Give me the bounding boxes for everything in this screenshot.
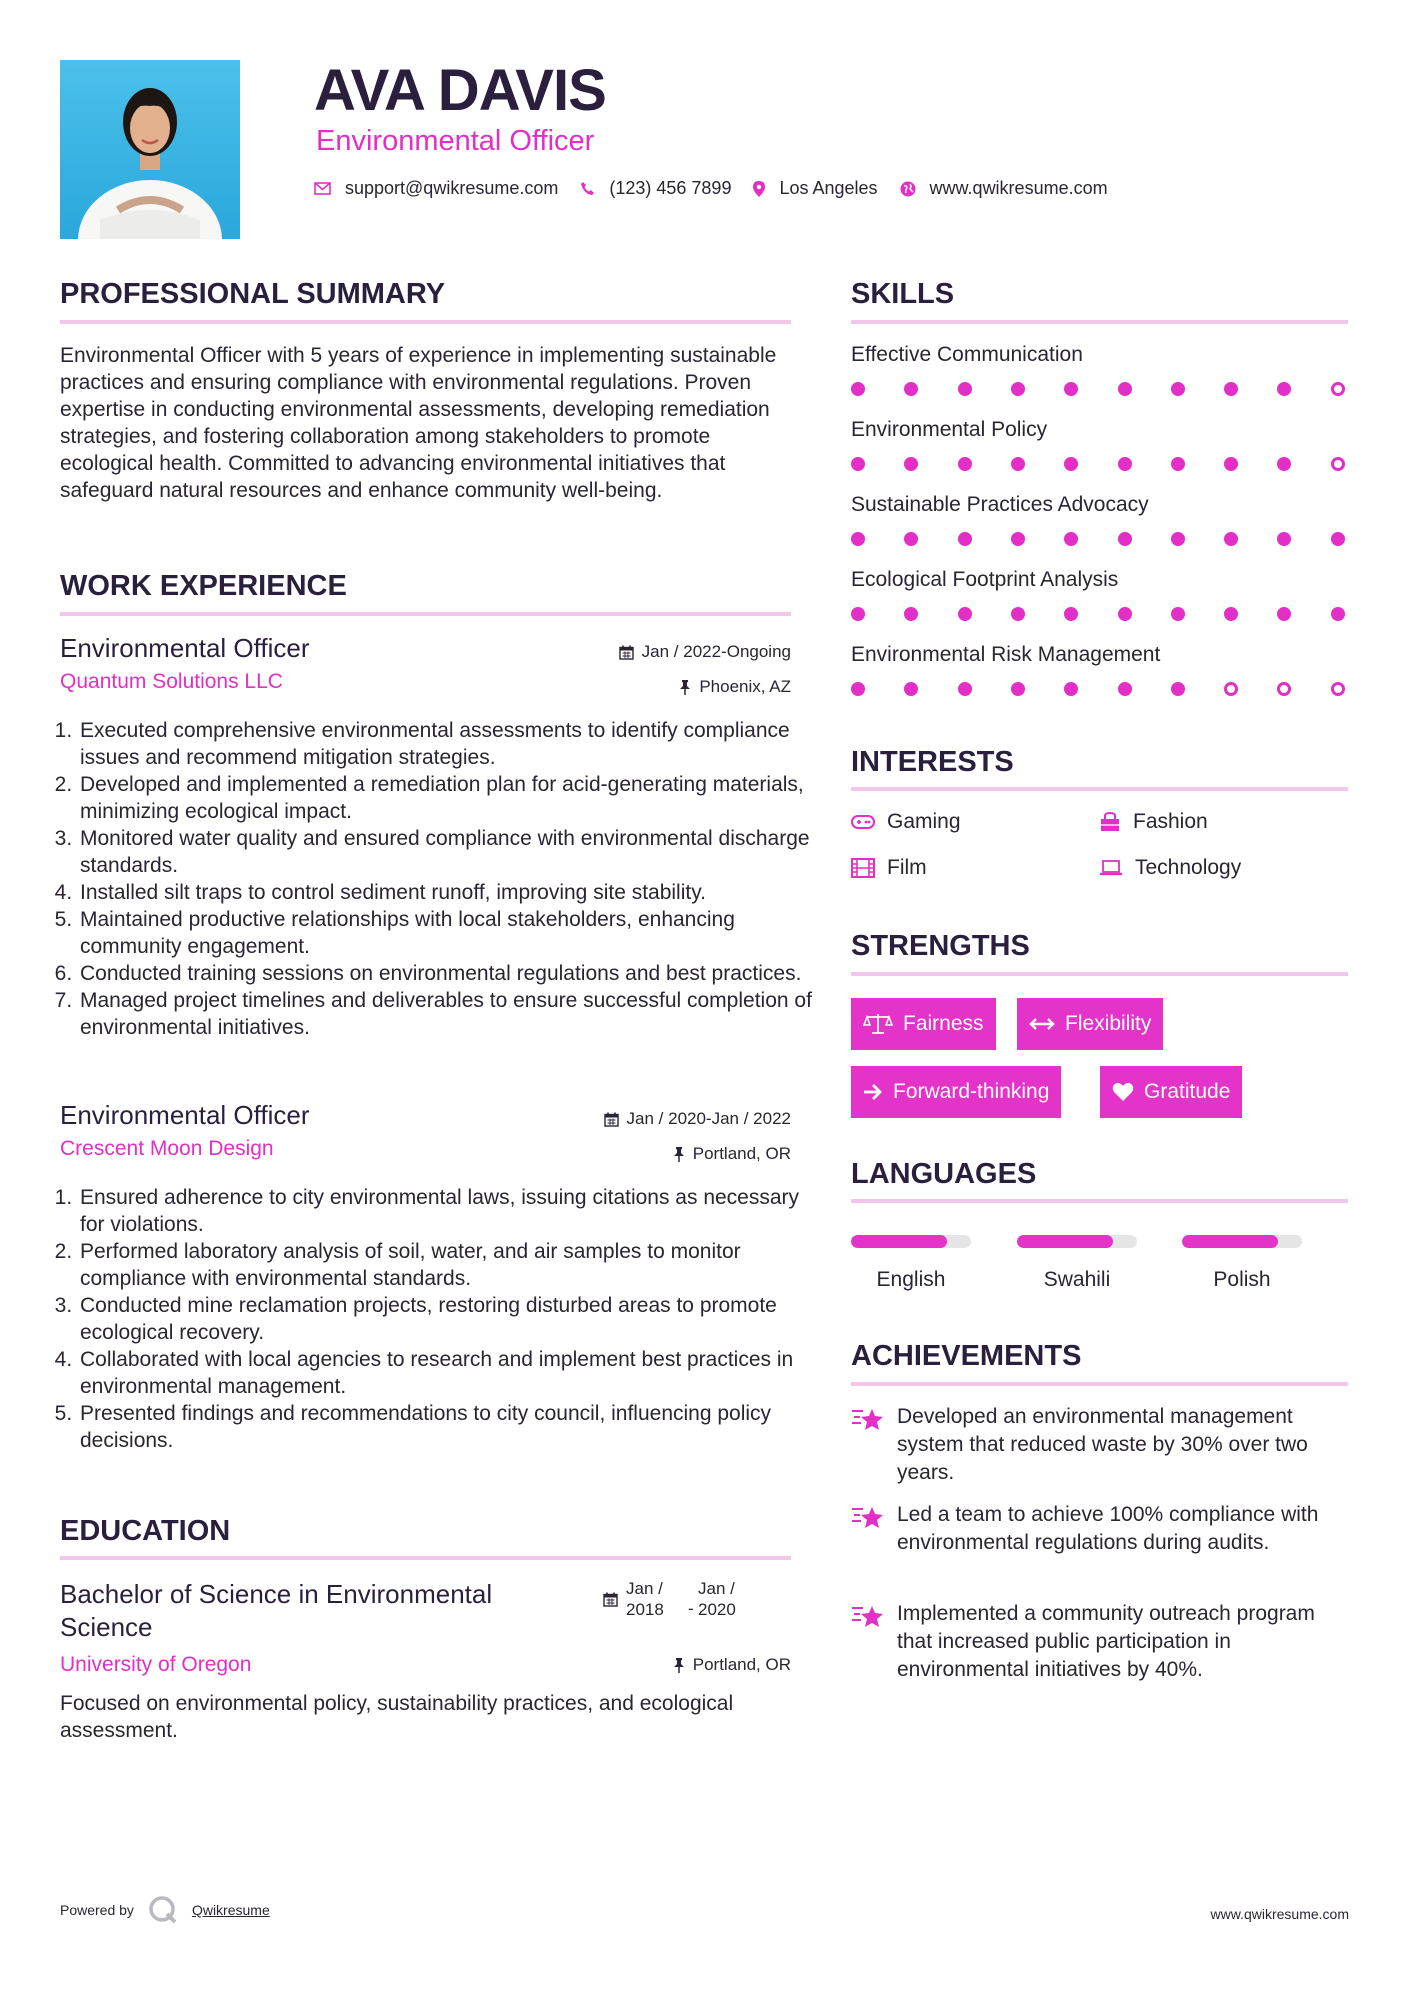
rating-dot-filled (851, 457, 865, 471)
duty-item: 3. Conducted mine reclamation projects, restoring disturbed areas to promote ecological recovery. (78, 1292, 818, 1346)
phone-icon (580, 181, 595, 196)
strength-tag-gratitude (1100, 1066, 1242, 1118)
strength-tag-forward-thinking (851, 1066, 1061, 1118)
rating-dot-filled (851, 682, 865, 696)
job-location-text: Portland, OR (692, 1144, 791, 1163)
job-duties-1 (60, 717, 818, 1041)
contact-bar (314, 178, 1130, 199)
heart-icon (1112, 1082, 1134, 1102)
email-text: support@qwikresume.com (345, 178, 559, 198)
rating-dot-filled (904, 382, 918, 396)
job-company: Quantum Solutions LLC (60, 670, 283, 693)
interest-item (851, 810, 961, 834)
map-pin-icon (753, 181, 765, 197)
skill-label: Environmental Risk Management (851, 643, 1161, 666)
duty-item: 2. Developed and implemented a remediation plan for acid-generating materials, minimizing ecological impact. (78, 771, 818, 825)
rating-dot-filled (1171, 382, 1185, 396)
experience-heading: WORK EXPERIENCE (60, 570, 347, 602)
education-divider (60, 1556, 791, 1560)
language-label: Swahili (1043, 1268, 1111, 1291)
interest-label: Gaming (887, 810, 961, 833)
rating-dot-filled (1118, 382, 1132, 396)
rating-dot-filled (1224, 382, 1238, 396)
calendar-icon (604, 1112, 619, 1127)
school-name: University of Oregon (60, 1653, 252, 1676)
rating-dot-filled (1118, 607, 1132, 621)
languages-divider (851, 1199, 1348, 1203)
language-label: Polish (1213, 1268, 1271, 1291)
job-duties-2 (60, 1184, 818, 1454)
rating-dot-filled (1011, 682, 1025, 696)
education-location (673, 1655, 791, 1675)
rating-dot-filled (1011, 532, 1025, 546)
job-entry-2 (60, 1099, 791, 1162)
film-icon (851, 858, 875, 878)
rating-dot-empty (1277, 682, 1291, 696)
rating-dot-filled (1171, 457, 1185, 471)
rating-dot-filled (1277, 532, 1291, 546)
qwikresume-logo-icon (148, 1895, 178, 1925)
qwikresume-link[interactable]: Qwikresume (191, 1902, 270, 1918)
rating-dot-empty (1331, 382, 1345, 396)
skill-rating (851, 457, 1348, 477)
rating-dot-filled (1331, 607, 1345, 621)
footer-branding (60, 1895, 270, 1925)
skill-rating (851, 682, 1348, 702)
achievement-text: Implemented a community outreach program that increased public participation in environmental initiatives by 40%. (897, 1602, 1315, 1681)
skill-label: Ecological Footprint Analysis (851, 568, 1119, 591)
interest-label: Film (887, 856, 927, 879)
achievement-text: Developed an environmental management system that reduced waste by 30% over two years. (897, 1405, 1308, 1484)
shooting-star-icon (851, 1405, 885, 1433)
rating-dot-filled (1224, 532, 1238, 546)
pushpin-icon (673, 1147, 685, 1162)
contact-phone[interactable] (580, 178, 731, 199)
rating-dot-filled (958, 682, 972, 696)
interest-item (1099, 810, 1208, 834)
powered-by-text: Powered by (60, 1902, 134, 1918)
strength-label: Forward-thinking (893, 1080, 1050, 1103)
language-item (1017, 1235, 1137, 1292)
laptop-icon (1099, 859, 1123, 877)
strength-label: Fairness (903, 1012, 984, 1035)
interest-item (851, 856, 927, 880)
skill-label: Sustainable Practices Advocacy (851, 493, 1149, 516)
strengths-divider (851, 972, 1348, 976)
strength-tag-flexibility (1017, 998, 1163, 1050)
location-text: Los Angeles (779, 178, 878, 198)
rating-dot-filled (904, 607, 918, 621)
strengths-heading: STRENGTHS (851, 930, 1030, 962)
rating-dot-empty (1224, 682, 1238, 696)
languages-heading: LANGUAGES (851, 1158, 1037, 1190)
language-level-fill (1017, 1235, 1113, 1248)
rating-dot-filled (1064, 457, 1078, 471)
contact-website[interactable] (900, 178, 1108, 199)
summary-text: Environmental Officer with 5 years of experience in implementing sustainable practices and ensuring compliance with environmental regulations. Proven expertise in conducting environmental assessments, developing remediation strategies, and fostering collaboration among stakeholders to promote ecological health. Committed to advancing environmental initiatives that safeguard natural resources and enhance community well-being. (60, 344, 777, 502)
skill-label: Effective Communication (851, 343, 1083, 366)
shopping-bag-icon (1099, 812, 1121, 832)
rating-dot-filled (851, 382, 865, 396)
skills-divider (851, 320, 1348, 324)
skill-rating (851, 532, 1348, 552)
language-item (851, 1235, 971, 1292)
language-level-bar (1182, 1235, 1302, 1248)
job-location (673, 1144, 791, 1164)
calendar-icon (603, 1592, 618, 1607)
duty-item: 7. Managed project timelines and deliverables to ensure successful completion of environmental initiatives. (78, 987, 818, 1041)
rating-dot-filled (904, 457, 918, 471)
duty-item: 5. Maintained productive relationships with local stakeholders, enhancing community engagement. (78, 906, 818, 960)
shooting-star-icon (851, 1503, 885, 1531)
rating-dot-filled (1331, 532, 1345, 546)
job-dates-text: Jan / 2022-Ongoing (641, 642, 791, 661)
contact-location (753, 178, 877, 199)
interests-heading: INTERESTS (851, 746, 1014, 778)
rating-dot-filled (1171, 607, 1185, 621)
rating-dot-filled (904, 682, 918, 696)
rating-dot-filled (904, 532, 918, 546)
phone-text: (123) 456 7899 (609, 178, 732, 198)
rating-dot-filled (1064, 682, 1078, 696)
duty-item: 5. Presented findings and recommendations to city council, influencing policy decisions. (78, 1400, 818, 1454)
language-label: English (876, 1268, 946, 1291)
job-role: Environmental Officer (60, 1100, 310, 1130)
rating-dot-filled (1011, 457, 1025, 471)
pushpin-icon (673, 1658, 685, 1673)
gamepad-icon (851, 814, 875, 830)
job-dates (604, 1109, 791, 1129)
job-dates-text: Jan / 2020-Jan / 2022 (626, 1109, 791, 1128)
job-role: Environmental Officer (60, 633, 310, 663)
rating-dot-filled (1277, 457, 1291, 471)
rating-dot-filled (851, 607, 865, 621)
achievement-item (851, 1403, 1351, 1487)
rating-dot-filled (1224, 607, 1238, 621)
achievement-item (851, 1600, 1351, 1684)
job-entry-1 (60, 632, 791, 695)
skills-heading: SKILLS (851, 278, 955, 310)
education-dates: Jan / 2018 - Jan / 2020 (603, 1578, 748, 1620)
rating-dot-empty (1331, 682, 1345, 696)
achievements-heading: ACHIEVEMENTS (851, 1340, 1082, 1372)
language-item (1182, 1235, 1302, 1292)
rating-dot-filled (1011, 607, 1025, 621)
duty-item: 1. Ensured adherence to city environmental laws, issuing citations as necessary for violations. (78, 1184, 818, 1238)
summary-heading: PROFESSIONAL SUMMARY (60, 278, 446, 310)
scale-icon (863, 1013, 893, 1035)
rating-dot-filled (1011, 382, 1025, 396)
duty-item: 4. Collaborated with local agencies to research and implement best practices in environmental management. (78, 1346, 818, 1400)
candidate-name: AVA DAVIS (314, 58, 606, 123)
rating-dot-filled (1277, 607, 1291, 621)
skill-label: Environmental Policy (851, 418, 1048, 441)
skill-rating (851, 382, 1348, 402)
rating-dot-filled (1171, 532, 1185, 546)
language-level-fill (851, 1235, 947, 1248)
rating-dot-filled (958, 607, 972, 621)
duty-item: 3. Monitored water quality and ensured compliance with environmental discharge standards. (78, 825, 818, 879)
job-dates (619, 642, 791, 662)
duty-item: 4. Installed silt traps to control sediment runoff, improving site stability. (78, 879, 818, 906)
rating-dot-filled (1064, 532, 1078, 546)
arrows-horizontal-icon (1029, 1017, 1055, 1031)
summary-divider (60, 320, 791, 324)
rating-dot-filled (1118, 532, 1132, 546)
calendar-icon (619, 645, 634, 660)
rating-dot-filled (1064, 607, 1078, 621)
skill-rating (851, 607, 1348, 627)
job-company: Crescent Moon Design (60, 1137, 274, 1160)
strength-tag-fairness (851, 998, 996, 1050)
language-level-bar (851, 1235, 971, 1248)
strength-label: Gratitude (1144, 1080, 1231, 1103)
arrow-right-icon (863, 1083, 883, 1101)
duty-item: 2. Performed laboratory analysis of soil, water, and air samples to monitor compliance with environmental standards. (78, 1238, 818, 1292)
rating-dot-filled (851, 532, 865, 546)
interest-label: Technology (1135, 856, 1242, 879)
education-description: Focused on environmental policy, sustainability practices, and ecological assessment. (60, 1692, 734, 1742)
shooting-star-icon (851, 1602, 885, 1630)
globe-icon (900, 181, 916, 197)
website-text: www.qwikresume.com (929, 178, 1108, 198)
contact-email[interactable] (314, 178, 558, 199)
rating-dot-filled (1224, 457, 1238, 471)
interest-label: Fashion (1133, 810, 1208, 833)
duty-item: 6. Conducted training sessions on environmental regulations and best practices. (78, 960, 818, 987)
rating-dot-filled (958, 382, 972, 396)
pushpin-icon (679, 680, 691, 695)
rating-dot-filled (958, 457, 972, 471)
achievement-item (851, 1501, 1351, 1557)
duty-item: 1. Executed comprehensive environmental assessments to identify compliance issues and recommend mitigation strategies. (78, 717, 818, 771)
rating-dot-filled (1064, 382, 1078, 396)
achievements-divider (851, 1382, 1348, 1386)
degree-title: Bachelor of Science in Environmental Science (60, 1579, 493, 1642)
rating-dot-filled (1118, 682, 1132, 696)
language-level-bar (1017, 1235, 1137, 1248)
envelope-icon (314, 182, 331, 195)
footer-website[interactable]: www.qwikresume.com (1210, 1906, 1349, 1922)
rating-dot-filled (1118, 457, 1132, 471)
interests-divider (851, 787, 1348, 791)
interest-item (1099, 856, 1241, 880)
rating-dot-empty (1331, 457, 1345, 471)
language-level-fill (1182, 1235, 1278, 1248)
education-heading: EDUCATION (60, 1515, 231, 1547)
achievement-text: Led a team to achieve 100% compliance with environmental regulations during audits. (897, 1503, 1319, 1554)
strength-label: Flexibility (1065, 1012, 1152, 1035)
rating-dot-filled (958, 532, 972, 546)
education-end: Jan / 2020 (698, 1579, 736, 1619)
rating-dot-filled (1277, 382, 1291, 396)
education-location-text: Portland, OR (692, 1655, 791, 1674)
experience-divider (60, 612, 791, 616)
job-location-text: Phoenix, AZ (699, 677, 791, 696)
education-start: Jan / 2018 (626, 1579, 664, 1619)
rating-dot-filled (1171, 682, 1185, 696)
profile-photo (60, 60, 240, 239)
job-location (679, 677, 791, 697)
candidate-title: Environmental Officer (316, 125, 595, 157)
